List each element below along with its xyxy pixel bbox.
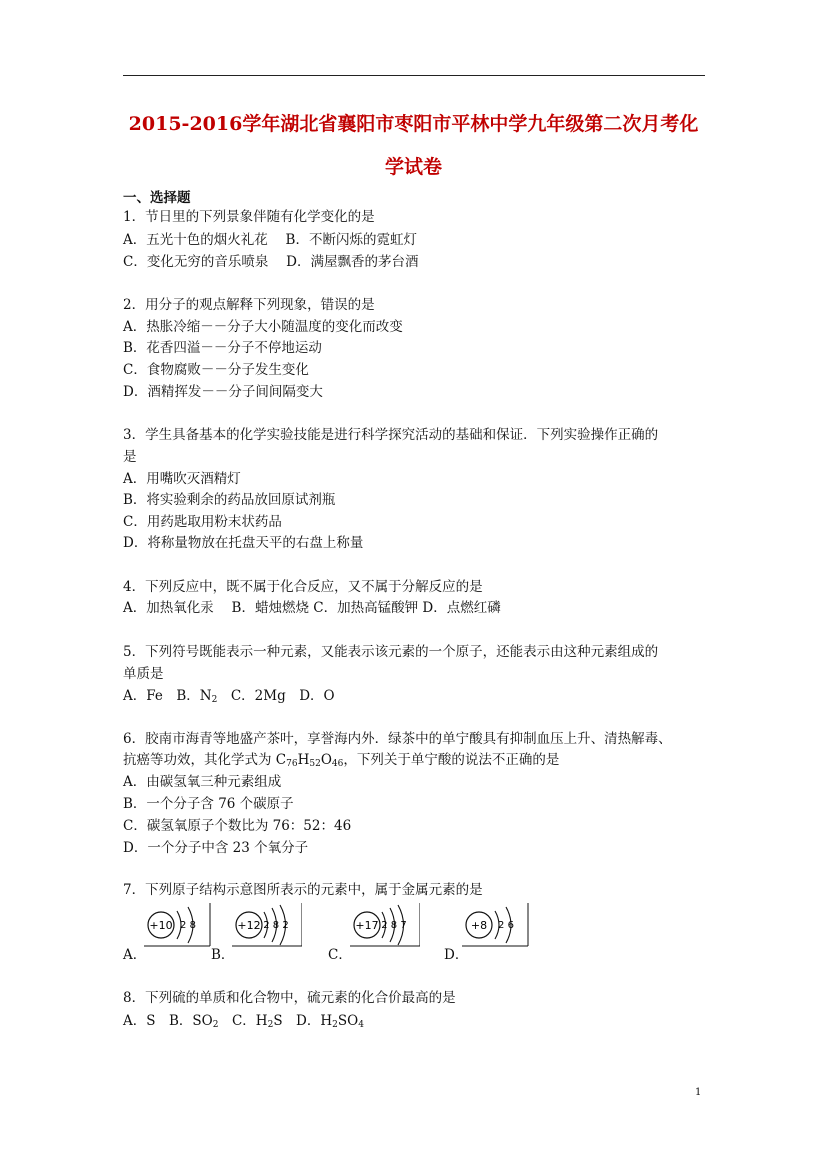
q6-option-a: A．由碳氢氧三种元素组成 <box>123 774 282 790</box>
page-number: 1 <box>695 1087 702 1098</box>
atom-d-nucleus: +8 <box>470 919 488 932</box>
q2-option-d: D．酒精挥发－－分子间间隔变大 <box>123 384 323 400</box>
atom-diagram-d <box>462 903 532 947</box>
q5-options: A．Fe B．$N_2$ C．2Mg D．O <box>123 688 335 705</box>
q2-option-b: B．花香四溢－－分子不停地运动 <box>123 340 322 356</box>
atom-c-nucleus: +17 <box>355 919 379 932</box>
q2-stem: 2．用分子的观点解释下列现象，错误的是 <box>123 297 375 313</box>
q8-stem: 8．下列硫的单质和化合物中，硫元素的化合价最高的是 <box>123 990 456 1006</box>
q1-stem: 1．节日里的下列景象伴随有化学变化的是 <box>123 209 375 225</box>
q6-stem-line1: 6．胶南市海青等地盛产茶叶，享誉海内外．绿茶中的单宁酸具有抑制血压上升、清热解毒、 <box>123 731 672 747</box>
atom-b-nucleus: +12 <box>237 919 261 932</box>
q1-options-cd: C．变化无穷的音乐喷泉 D．满屋飘香的茅台酒 <box>123 254 419 270</box>
q6-option-d: D．一个分子中含 23 个氧分子 <box>123 840 309 856</box>
section-heading: 一、选择题 <box>123 190 191 206</box>
q3-option-b: B．将实验剩余的药品放回原试剂瓶 <box>123 492 336 508</box>
q7-option-b-label: B． <box>211 947 235 963</box>
atom-diagram-c <box>350 903 420 947</box>
q4-stem: 4．下列反应中，既不属于化合反应，又不属于分解反应的是 <box>123 579 483 595</box>
q7-stem: 7．下列原子结构示意图所表示的元素中，属于金属元素的是 <box>123 882 483 898</box>
q3-option-c: C．用药匙取用粉末状药品 <box>123 514 282 530</box>
q6-option-c: C．碳氢氧原子个数比为 76：52：46 <box>123 818 352 834</box>
q8-options: A．S B．$SO_2$ C．$H_2S$ D．$H_2SO_4$ <box>123 1013 364 1030</box>
q6-stem-line2: 抗癌等功效，其化学式为 $C_{76}H_{52}O_{46}$，下列关于单宁酸的说法不正确的是 <box>123 752 560 769</box>
document-title-line2: 学试卷 <box>384 156 442 178</box>
q1-options-ab: A．五光十色的烟火礼花 B．不断闪烁的霓虹灯 <box>123 232 417 248</box>
q5-stem-line1: 5．下列符号既能表示一种元素，又能表示该元素的一个原子，还能表示由这种元素组成的 <box>123 644 659 660</box>
q3-stem-line2: 是 <box>123 449 137 465</box>
q7-option-c-label: C． <box>328 947 352 963</box>
header-rule <box>123 75 705 76</box>
q3-option-d: D．将称量物放在托盘天平的右盘上称量 <box>123 535 364 551</box>
atom-a-shells: 2 8 <box>180 920 196 931</box>
document-title-line1: 2015-2016学年湖北省襄阳市枣阳市平林中学九年级第二次月考化 <box>128 113 699 135</box>
atom-diagram-a <box>144 903 214 947</box>
q7-option-a-label: A． <box>123 947 147 963</box>
q6-option-b: B．一个分子含 76 个碳原子 <box>123 796 294 812</box>
atom-b-shells: 2 8 2 <box>263 920 289 931</box>
atom-a-nucleus: +10 <box>149 919 173 932</box>
q3-stem-line1: 3．学生具备基本的化学实验技能是进行科学探究活动的基础和保证．下列实验操作正确的 <box>123 427 659 443</box>
atom-c-shells: 2 8 7 <box>381 920 407 931</box>
q7-option-d-label: D． <box>444 947 469 963</box>
q4-options: A．加热氧化汞 B．蜡烛燃烧 C．加热高锰酸钾 D．点燃红磷 <box>123 600 501 616</box>
q2-option-a: A．热胀冷缩－－分子大小随温度的变化而改变 <box>123 319 403 335</box>
atom-diagram-b <box>232 903 302 947</box>
q2-option-c: C．食物腐败－－分子发生变化 <box>123 362 309 378</box>
q5-stem-line2: 单质是 <box>123 666 164 682</box>
q3-option-a: A．用嘴吹灭酒精灯 <box>123 471 241 487</box>
atom-d-shells: 2 6 <box>498 920 514 931</box>
